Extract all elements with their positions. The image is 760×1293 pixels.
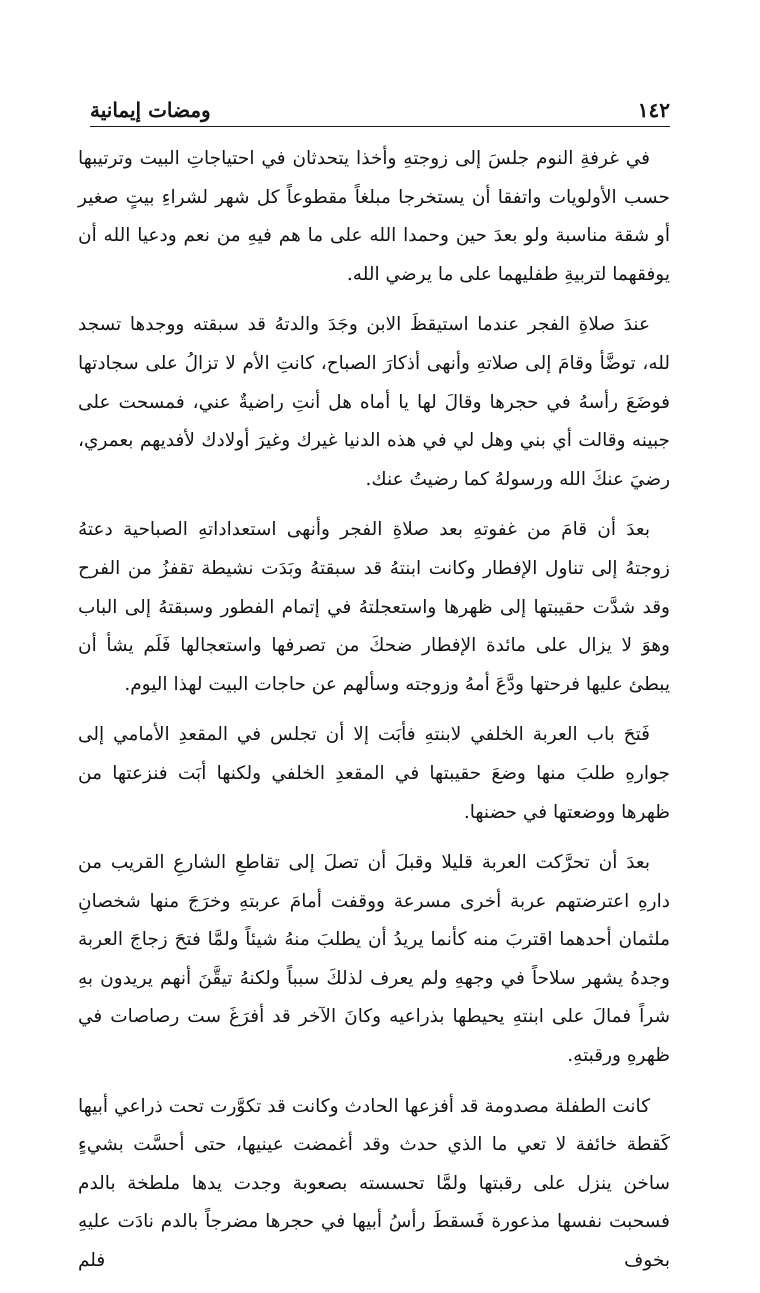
page-header [90,94,670,126]
running-title: ومضات إيمانية [90,98,211,122]
paragraph: كانت الطفلة مصدومة قد أفزعها الحادث وكانت قد تكوَّرت تحت ذراعي أبيها كَقطة خائفة لا تعي ما الذي حدث وقد أغمضت عينيها، حتى أحسَّت بشيءٍ ساخن ينزل على رقبتها ولمَّا تحسسته بصعوبة وجدت يدها ملطخة بالدم فسحبت نفسها مذعورة فَسقطَ رأسُ أبيها في حجرها مضرجاً بالدم نادَت عليهِ بخوف فلم [78,1095,670,1272]
paragraph: بعدَ أن تحرَّكت العربة قليلا وقبلَ أن تصلَ إلى تقاطعِ الشارعِ القريب من دارهِ اعترضتهم عربة أخرى مسرعة ووقفت أمامَ عربتهِ وخرَجَ منها شخصانِ ملثمان أحدهما اقتربَ منه كأنما يريدُ أن يطلبَ منهُ شيئاً ولمَّا فتحَ زجاجَ العربة وجدهُ يشهر سلاحاً في وجههِ ولم يعرف لذلكَ سبباً ولكنهُ تيقَّنَ أنهم يريدون بهِ شراً فمالَ على ابنتهِ يحيطها بذراعيه وكانَ الآخر قد أفرَغَ ست رصاصات في ظهرهِ ورقبتهِ. [78,852,670,1067]
paragraph: بعدَ أن قامَ من غفوتهِ بعد صلاةِ الفجر وأنهى استعداداتهِ الصباحية دعتهُ زوجتهُ إلى تناول الإفطار وكانت ابنتهُ قد سبقتهُ وبَدَت نشيطة تقفزُ من الفرح وقد شدَّت حقيبتها إلى ظهرها واستعجلتهُ في إتمام الفطور وسبقتهُ إلى الباب وهوَ لا يزال على مائدة الإفطار ضحكَ من تصرفها واستعجالها فَلَم يشأ أن يبطئ عليها فرحتها ودَّعَ أمهُ وزوجته وسألهم عن حاجات البيت لهذا اليوم. [78,519,670,695]
paragraph: في غرفةِ النوم جلسَ إلى زوجتهِ وأخذا يتحدثان في احتياجاتِ البيت وترتيبها حسب الأولويات واتفقا أن يستخرجا مبلغاً مقطوعاً كل شهر لشراءِ بيتٍ صغير أو شقة مناسبة ولو بعدَ حين وحمدا الله على ما هم فيهِ من نعم ودعيا الله أن يوفقهما لتربيةِ طفليهما على ما يرضي الله. [78,148,670,285]
page-number: ١٤٢ [637,98,670,122]
header-rule [90,126,670,127]
paragraph: فَتحَ باب العربة الخلفي لابنتهِ فأبَت إلا أن تجلس في المقعدِ الأمامي إلى جوارهِ طلبَ منها وضعَ حقيبتها في المقعدِ الخلفي ولكنها أبَت فنزعتها من ظهرها ووضعتها في حضنها. [78,724,670,823]
body-text [78,140,670,1293]
paragraph: عندَ صلاةِ الفجر عندما استيقظَ الابن وجَدَ والدتهُ قد سبقته ووجدها تسجد لله، توضَّأ وقامَ إلى صلاتهِ وأنهى أذكارَ الصباح، كانتِ الأم لا تزالُ على سجادتها فوضَعَ رأسهُ في حجرها وقالَ لها يا أماه هل أنتِ راضيةٌ عني، فمسحت على جبينه وقالت أي بني وهل لي في هذه الدنيا غيرك وغيرَ أولادك لأفديهم بعمري، رضيَ عنكَ الله ورسولهُ كما رضيتُ عنك. [78,314,670,490]
